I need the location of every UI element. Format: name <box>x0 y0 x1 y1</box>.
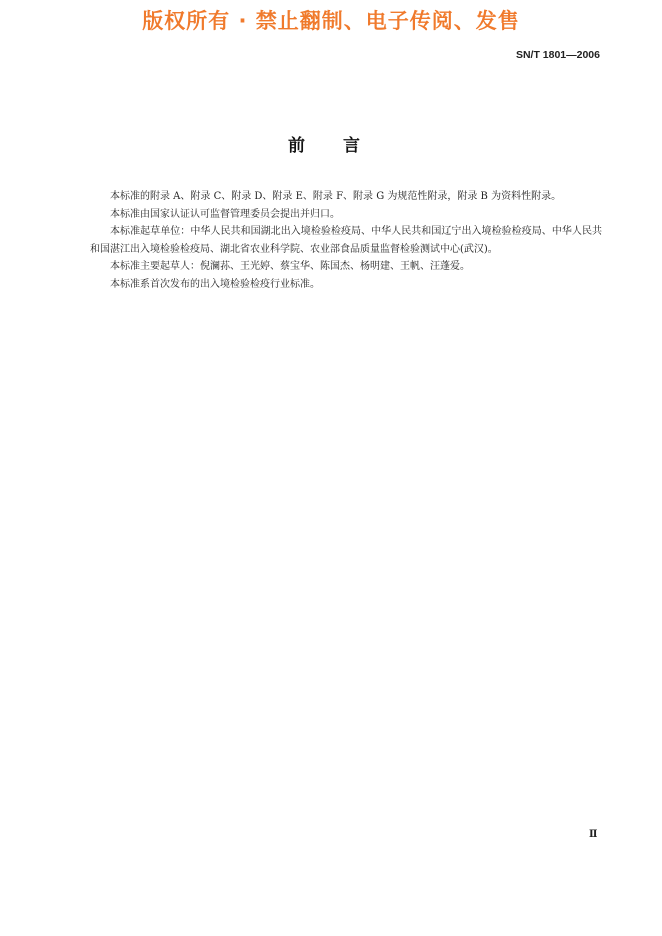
paragraph-drafting-units: 本标准起草单位：中华人民共和国湖北出入境检验检疫局、中华人民共和国辽宁出入境检验检疫局、中华人民共和国湛江出入境检验检疫局、湖北省农业科学院、农业部食品质量监督检验测试中心(武汉)。 <box>90 226 602 255</box>
preface-body <box>90 188 602 293</box>
paragraph-appendices: 本标准的附录 A、附录 C、附录 D、附录 E、附录 F、附录 G 为规范性附录，附录 B 为资料性附录。 <box>110 191 562 202</box>
paragraph-proposer: 本标准由国家认证认可监督管理委员会提出并归口。 <box>110 208 340 220</box>
page-title: 前言 <box>288 136 398 156</box>
paragraph-first-release: 本标准系首次发布的出入境检验检疫行业标准。 <box>110 278 320 290</box>
paragraph-drafters: 本标准主要起草人：倪澜荪、王光婷、蔡宝华、陈国杰、杨明建、王帆、汪蓬爱。 <box>110 261 470 272</box>
standard-code: SN/T 1801—2006 <box>515 49 600 61</box>
copyright-watermark: 版权所有 · 禁止翻制、电子传阅、发售 <box>142 9 520 33</box>
page-number: Ⅱ <box>589 829 598 840</box>
